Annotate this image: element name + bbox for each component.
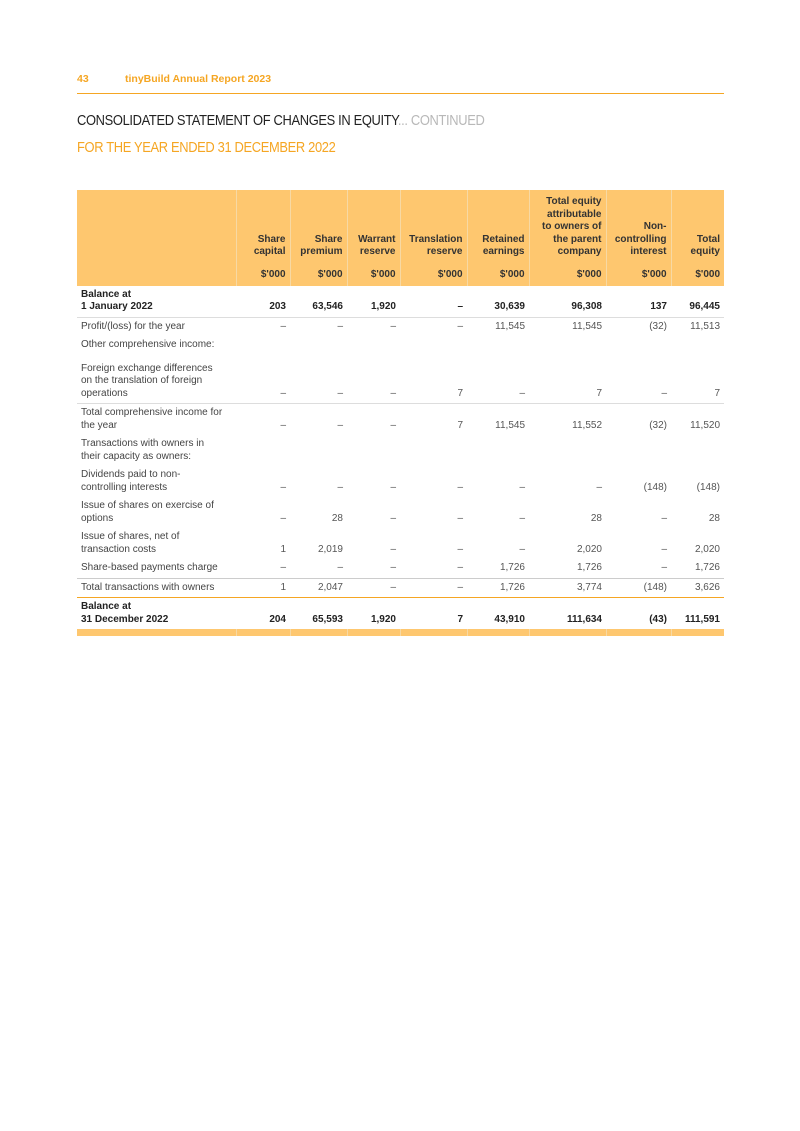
column-header-blank (77, 190, 236, 267)
column-header: Total equity (671, 190, 724, 267)
table-cell: 7 (400, 404, 467, 436)
table-cell: (32) (606, 317, 671, 336)
unit-row (77, 267, 724, 286)
table-cell: – (519, 543, 525, 555)
table-cell: – (457, 512, 463, 524)
table-cell: – (280, 387, 286, 399)
table-cell: 11,545 (529, 317, 606, 336)
unit-blank (77, 267, 236, 286)
column-header: Non- controlling interest (606, 190, 671, 267)
table-cell: 43,910 (494, 613, 525, 625)
table-footer-band (77, 629, 724, 636)
table-row (77, 497, 724, 528)
column-header: Share capital (236, 190, 290, 267)
table-cell: – (337, 481, 343, 493)
table-cell: 1,920 (370, 301, 396, 312)
unit-label: $'000 (671, 267, 724, 286)
row-label: Total transactions with owners (77, 578, 236, 598)
table-cell: 7 (714, 387, 720, 399)
table-cell: – (390, 543, 396, 555)
table-cell: 1,920 (370, 613, 396, 625)
page-number: 43 (77, 73, 89, 85)
table-cell (467, 336, 529, 355)
table-cell: 137 (650, 301, 667, 312)
table-cell: 2,020 (694, 543, 720, 555)
unit-label: $'000 (347, 267, 400, 286)
table-row (77, 435, 724, 466)
table-cell: 204 (269, 613, 286, 625)
table-cell: – (236, 404, 290, 436)
table-cell: – (661, 512, 667, 524)
table-cell: – (390, 481, 396, 493)
table-row (77, 355, 724, 404)
table-cell: 11,513 (671, 317, 724, 336)
table-row (77, 598, 724, 630)
table-body (77, 286, 724, 630)
row-label: Profit/(loss) for the year (77, 317, 236, 336)
table-cell: – (337, 562, 343, 573)
title-main: CONSOLIDATED STATEMENT OF CHANGES IN EQUITY (77, 112, 398, 129)
table-cell: – (661, 387, 667, 399)
page-title (77, 112, 484, 129)
table-cell: – (290, 317, 347, 336)
table-cell (671, 336, 724, 355)
unit-label: $'000 (606, 267, 671, 286)
table-cell: 63,546 (312, 301, 343, 312)
table-cell: – (519, 512, 525, 524)
row-label: Balance at 1 January 2022 (81, 288, 153, 312)
table-cell: 96,308 (571, 301, 602, 312)
table-cell: 2,047 (290, 578, 347, 598)
row-label: Total comprehensive income for the year (77, 404, 236, 436)
table-cell (236, 435, 290, 466)
table-cell: – (347, 578, 400, 598)
table-cell: 11,545 (467, 404, 529, 436)
table-row (77, 404, 724, 436)
table-cell: – (390, 562, 396, 573)
table-row (77, 528, 724, 559)
row-label: Foreign exchange differences on the translation of foreign operations (81, 362, 213, 399)
column-header: Warrant reserve (347, 190, 400, 267)
table-cell: (32) (606, 404, 671, 436)
table-cell: 28 (331, 512, 343, 524)
table-cell: – (457, 562, 463, 573)
row-label: Issue of shares on exercise of options (81, 500, 214, 524)
table-cell: – (290, 404, 347, 436)
table-cell: 7 (457, 613, 463, 625)
table-cell: – (519, 387, 525, 399)
table-cell: – (457, 481, 463, 493)
table-cell (290, 336, 347, 355)
row-label: Transactions with owners in their capacity as owners: (81, 438, 205, 462)
table-cell: – (457, 543, 463, 555)
table-cell: – (519, 481, 525, 493)
table-cell (606, 435, 671, 466)
table-cell: – (347, 317, 400, 336)
table-cell: 28 (708, 512, 720, 524)
table-row (77, 466, 724, 497)
row-label: Share-based payments charge (81, 562, 218, 573)
table-cell: 111,591 (684, 613, 720, 625)
table-cell: 1,726 (576, 562, 602, 573)
row-label: Other comprehensive income: (81, 339, 215, 350)
table-cell: 1,726 (499, 562, 525, 573)
table-cell: 2,019 (317, 543, 343, 555)
unit-label: $'000 (467, 267, 529, 286)
table-cell: 1 (280, 543, 286, 555)
table-cell: – (337, 387, 343, 399)
column-header: Total equity attributable to owners of the parent company (529, 190, 606, 267)
table-cell: 1,726 (467, 578, 529, 598)
table-cell: 111,634 (566, 613, 602, 625)
table-cell: – (596, 481, 602, 493)
column-header-row (77, 190, 724, 267)
table-cell: 2,020 (576, 543, 602, 555)
table-cell: (148) (606, 578, 671, 598)
table-row (77, 317, 724, 336)
row-label: Dividends paid to non- controlling interests (81, 469, 181, 493)
table-cell: – (236, 317, 290, 336)
table-cell: 11,552 (529, 404, 606, 436)
unit-label: $'000 (290, 267, 347, 286)
table-cell (529, 435, 606, 466)
table-cell: 1,726 (694, 562, 720, 573)
table-cell: – (661, 562, 667, 573)
table-cell: (148) (643, 481, 667, 493)
table-row (77, 578, 724, 598)
table-cell: 7 (457, 387, 463, 399)
table-cell: – (661, 543, 667, 555)
table-row (77, 336, 724, 355)
table-cell: 7 (596, 387, 602, 399)
column-header: Retained earnings (467, 190, 529, 267)
page-header (77, 73, 724, 94)
table-cell (236, 336, 290, 355)
table-cell (347, 435, 400, 466)
table-cell (400, 435, 467, 466)
unit-label: $'000 (529, 267, 606, 286)
unit-label: $'000 (236, 267, 290, 286)
table-cell (671, 435, 724, 466)
table-cell: – (390, 512, 396, 524)
table-cell: 11,520 (671, 404, 724, 436)
table-cell: 3,774 (529, 578, 606, 598)
table-cell: 203 (269, 301, 286, 312)
row-label: Issue of shares, net of transaction costs (81, 531, 180, 555)
table-cell: – (280, 481, 286, 493)
equity-table (77, 190, 724, 636)
table-cell: – (347, 404, 400, 436)
table-cell: 65,593 (312, 613, 343, 625)
column-header: Translation reserve (400, 190, 467, 267)
table-cell: (148) (696, 481, 720, 493)
table-cell: – (390, 387, 396, 399)
table-cell (347, 336, 400, 355)
table-cell: 28 (590, 512, 602, 524)
table-cell: 3,626 (671, 578, 724, 598)
column-header: Share premium (290, 190, 347, 267)
table-cell (606, 336, 671, 355)
table-row (77, 286, 724, 318)
table-cell: 96,445 (689, 301, 720, 312)
table-cell: – (280, 512, 286, 524)
table-cell: – (400, 317, 467, 336)
unit-label: $'000 (400, 267, 467, 286)
table-cell: (43) (649, 613, 667, 625)
table-cell: 11,545 (467, 317, 529, 336)
page-subtitle: FOR THE YEAR ENDED 31 DECEMBER 2022 (77, 139, 336, 156)
table-cell (400, 336, 467, 355)
table-cell: 1 (236, 578, 290, 598)
report-title: tinyBuild Annual Report 2023 (125, 73, 272, 85)
title-continued: ... CONTINUED (397, 112, 485, 129)
table-cell: – (400, 578, 467, 598)
table-cell: – (280, 562, 286, 573)
row-label: Balance at 31 December 2022 (81, 601, 169, 625)
table-row (77, 559, 724, 578)
table-cell (467, 435, 529, 466)
table-cell (290, 435, 347, 466)
table-cell: – (457, 301, 463, 312)
table-cell: 30,639 (494, 301, 525, 312)
table-cell (529, 336, 606, 355)
